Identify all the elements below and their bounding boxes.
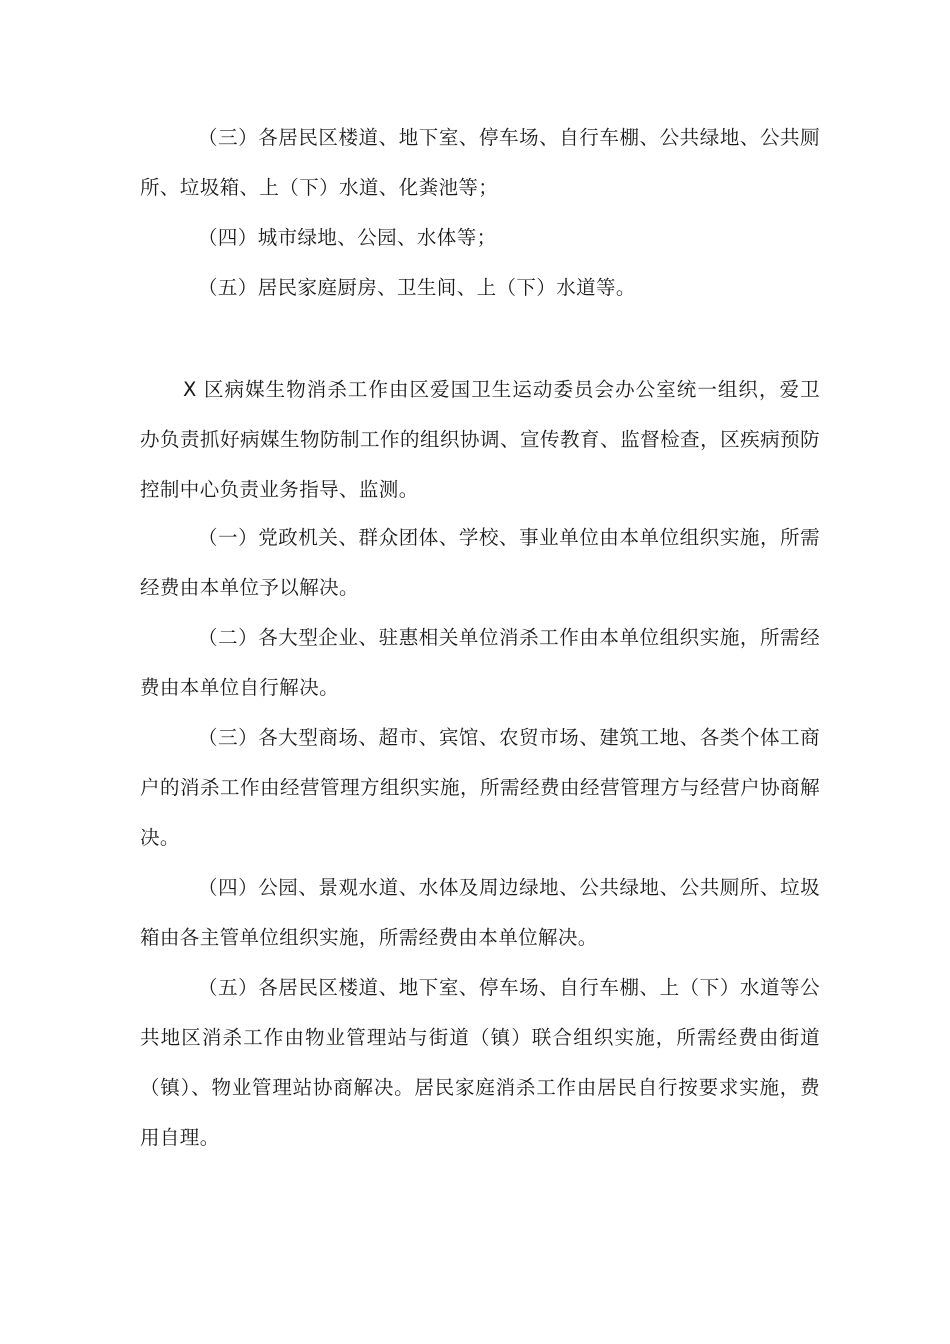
paragraph-public-areas: （三）各居民区楼道、地下室、停车场、自行车棚、公共绿地、公共厕所、垃圾箱、上（下）水道、化粪池等；	[140, 126, 820, 199]
paragraph-enterprises: （二）各大型企业、驻惠相关单位消杀工作由本单位组织实施，所需经费由本单位自行解决。	[140, 626, 820, 699]
paragraph-households: （五）居民家庭厨房、卫生间、上（下）水道等。	[198, 276, 636, 299]
paragraph-parks: （四）公园、景观水道、水体及周边绿地、公共绿地、公共厕所、垃圾箱由各主管单位组织实施，所需经费由本单位解决。	[140, 876, 820, 949]
paragraph-organization: X 区病媒生物消杀工作由区爱国卫生运动委员会办公室统一组织，爱卫办负责抓好病媒生物防制工作的组织协调、宣传教育、监督检查，区疾病预防控制中心负责业务指导、监测。	[140, 378, 820, 501]
paragraph-green-spaces: （四）城市绿地、公园、水体等；	[198, 226, 497, 249]
paragraph-government-units: （一）党政机关、群众团体、学校、事业单位由本单位组织实施，所需经费由本单位予以解决。	[140, 526, 820, 599]
paragraph-commercial: （三）各大型商场、超市、宾馆、农贸市场、建筑工地、各类个体工商户的消杀工作由经营管理方组织实施，所需经费由经营管理方与经营户协商解决。	[140, 726, 820, 849]
paragraph-residential: （五）各居民区楼道、地下室、停车场、自行车棚、上（下）水道等公共地区消杀工作由物业管理站与街道（镇）联合组织实施，所需经费由街道（镇）、物业管理站协商解决。居民家庭消杀工作由居民自行按要求实施，费用自理。	[140, 976, 820, 1149]
